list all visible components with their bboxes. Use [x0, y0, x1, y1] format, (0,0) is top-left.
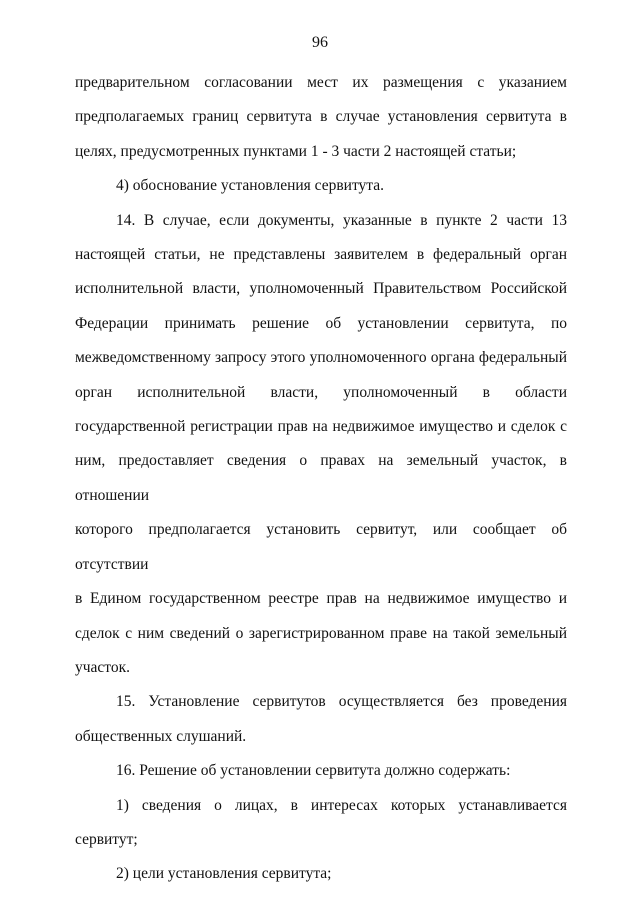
text-line: в Едином государственном реестре прав на недвижимое имущество и	[75, 590, 567, 608]
text-line: 14. В случае, если документы, указанные в пункте 2 части 13	[116, 211, 567, 229]
paragraph-continuation	[75, 66, 567, 169]
text-line: 4) обоснование установления сервитута.	[116, 177, 385, 195]
text-line: предварительном согласовании мест их размещения с указанием	[75, 74, 567, 91]
text-line: орган исполнительной власти, уполномоченный в области	[75, 383, 567, 401]
text-line: целях, предусмотренных пунктами 1 - 3 части 2 настоящей статьи;	[75, 142, 517, 160]
paragraph-item-1	[75, 789, 567, 858]
text-line: ним, предоставляет сведения о правах на земельный участок, в отношении	[75, 452, 567, 504]
text-line: Федерации принимать решение об установлении сервитута, по	[75, 314, 567, 332]
text-line: исполнительной власти, уполномоченный Правительством Российской	[75, 280, 567, 298]
paragraph-item-2	[75, 857, 567, 891]
document-body	[75, 66, 567, 892]
paragraph-clause-15	[75, 685, 567, 754]
text-line: предполагаемых границ сервитута в случае установления сервитута в	[75, 108, 567, 126]
text-line: государственной регистрации прав на недвижимое имущество и сделок с	[75, 418, 567, 436]
paragraph-item-4	[75, 169, 567, 203]
paragraph-clause-14	[75, 204, 567, 686]
text-line: 15. Установление сервитутов осуществляется без проведения	[116, 693, 567, 711]
text-line: 2) цели установления сервитута;	[116, 865, 332, 883]
text-line: которого предполагается установить сервитут, или сообщает об отсутствии	[75, 521, 567, 573]
text-line: общественных слушаний.	[75, 727, 247, 745]
text-line: межведомственному запросу этого уполномоченного органа федеральный	[75, 349, 567, 367]
text-line: 16. Решение об установлении сервитута должно содержать:	[116, 762, 511, 780]
text-line: 1) сведения о лицах, в интересах которых устанавливается сервитут;	[75, 796, 567, 848]
text-line: сделок с ним сведений о зарегистрированном праве на такой земельный	[75, 624, 567, 642]
paragraph-clause-16	[75, 754, 567, 788]
text-line: участок.	[75, 658, 131, 676]
text-line: настоящей статьи, не представлены заявителем в федеральный орган	[75, 246, 567, 264]
page-number: 96	[312, 34, 328, 51]
